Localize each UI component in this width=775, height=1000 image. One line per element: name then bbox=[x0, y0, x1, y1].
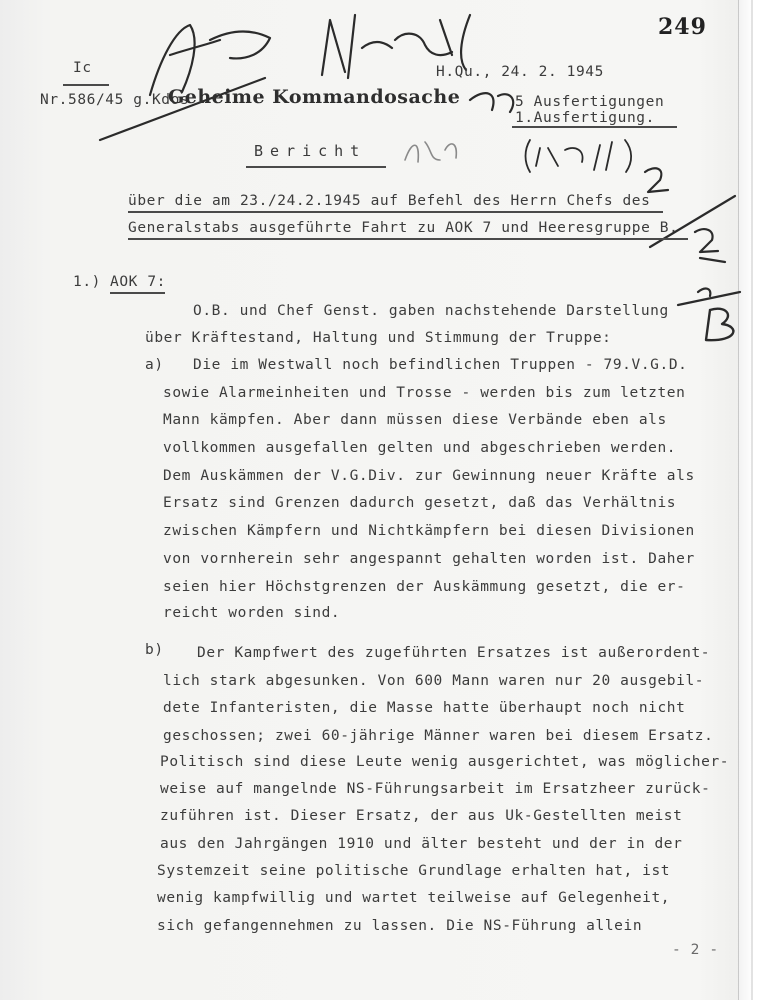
point-b-line: lich stark abgesunken. Von 600 Mann waren nur 20 ausgebil- bbox=[163, 673, 705, 689]
handwritten-note-margin bbox=[405, 142, 456, 162]
page-edge bbox=[738, 0, 775, 1000]
point-b-line: sich gefangennehmen zu lassen. Die NS-Führung allein bbox=[157, 918, 643, 934]
point-a-line: zwischen Kämpfern und Nichtkämpfern bei diesen Divisionen bbox=[163, 523, 695, 539]
point-a-line: vollkommen ausgefallen gelten und abgeschrieben werden. bbox=[163, 440, 677, 456]
subject-line-1-underline bbox=[128, 211, 663, 213]
handwritten-copy-note bbox=[526, 140, 632, 172]
handwritten-strike-darstellung bbox=[678, 292, 740, 305]
section-title-underline bbox=[110, 292, 165, 294]
report-heading-underline bbox=[246, 166, 386, 168]
handwritten-scribble-top-left bbox=[150, 25, 270, 95]
point-b-line: weise auf mangelnde NS-Führungsarbeit im Ersatzheer zurück- bbox=[160, 781, 711, 797]
page-edge-line bbox=[751, 0, 753, 1000]
point-b-line: zuführen ist. Dieser Ersatz, der aus Uk-Gestellten meist bbox=[160, 808, 683, 824]
subject-line-1: über die am 23./24.2.1945 auf Befehl des Herrn Chefs des bbox=[128, 193, 651, 209]
point-a-line: Mann kämpfen. Aber dann müssen diese Verbände eben als bbox=[163, 412, 667, 428]
handwritten-number-two bbox=[645, 168, 668, 192]
point-b-line: dete Infanteristen, die Masse hatte überhaupt noch nicht bbox=[163, 700, 686, 716]
subject-line-2: Generalstabs ausgeführte Fahrt zu AOK 7 und Heeresgruppe B. bbox=[128, 220, 679, 236]
point-a-line: von vornherein sehr angespannt gehalten worden ist. Daher bbox=[163, 551, 695, 567]
point-a-line: Die im Westwall noch befindlichen Truppen - 79.V.G.D. bbox=[193, 357, 688, 373]
handwritten-scribble-mid bbox=[470, 93, 513, 112]
footer-page-indicator: - 2 - bbox=[672, 942, 719, 958]
handwritten-mark-subject bbox=[695, 229, 725, 262]
point-a-line: sowie Alarmeinheiten und Trosse - werden bis zum letzten bbox=[163, 385, 686, 401]
point-a-line: seien hier Höchstgrenzen der Auskämmung gesetzt, die er- bbox=[163, 579, 686, 595]
department-code-underline bbox=[63, 84, 109, 86]
headquarters-date: H.Qu., 24. 2. 1945 bbox=[436, 64, 604, 80]
point-b-line: Systemzeit seine politische Grundlage erhalten hat, ist bbox=[157, 863, 671, 879]
copy-number: 1.Ausfertigung. bbox=[515, 110, 655, 126]
copies-total: 5 Ausfertigungen bbox=[515, 94, 665, 110]
point-a-line: reicht worden sind. bbox=[163, 605, 341, 621]
point-b-line: Der Kampfwert des zugeführten Ersatzes ist außerordent- bbox=[197, 645, 711, 661]
point-a-line: Ersatz sind Grenzen dadurch gesetzt, daß das Verhältnis bbox=[163, 495, 677, 511]
point-b-line: geschossen; zwei 60-jährige Männer waren bei diesem Ersatz. bbox=[163, 728, 714, 744]
intro-line: über Kräftestand, Haltung und Stimmung der Truppe: bbox=[145, 330, 612, 346]
point-b-line: Politisch sind diese Leute wenig ausgerichtet, was möglicher- bbox=[160, 754, 730, 770]
point-b-label: b) bbox=[145, 642, 164, 658]
intro-line: O.B. und Chef Genst. gaben nachstehende Darstellung bbox=[193, 303, 669, 319]
point-b-line: aus den Jahrgängen 1910 und älter besteht und der in der bbox=[160, 836, 683, 852]
report-heading: Bericht bbox=[254, 142, 367, 160]
page-number: 249 bbox=[658, 14, 707, 40]
classification-stamp: Geheime Kommandosache bbox=[168, 86, 461, 108]
section-number: 1.) bbox=[73, 274, 101, 290]
reference-number: Nr.586/45 g.Kdos bbox=[40, 92, 190, 108]
point-a-line: Dem Auskämmen der V.G.Div. zur Gewinnung neuer Kräfte als bbox=[163, 468, 695, 484]
section-title: AOK 7: bbox=[110, 274, 166, 290]
point-a-label: a) bbox=[145, 357, 164, 373]
copy-number-underline bbox=[512, 126, 677, 128]
handwritten-mark-darstellung bbox=[698, 289, 710, 296]
subject-line-2-underline bbox=[128, 238, 688, 240]
point-b-line: wenig kampfwillig und wartet teilweise auf Gelegenheit, bbox=[157, 890, 671, 906]
department-code: Ic bbox=[73, 60, 92, 76]
handwritten-letter-b bbox=[706, 309, 733, 341]
